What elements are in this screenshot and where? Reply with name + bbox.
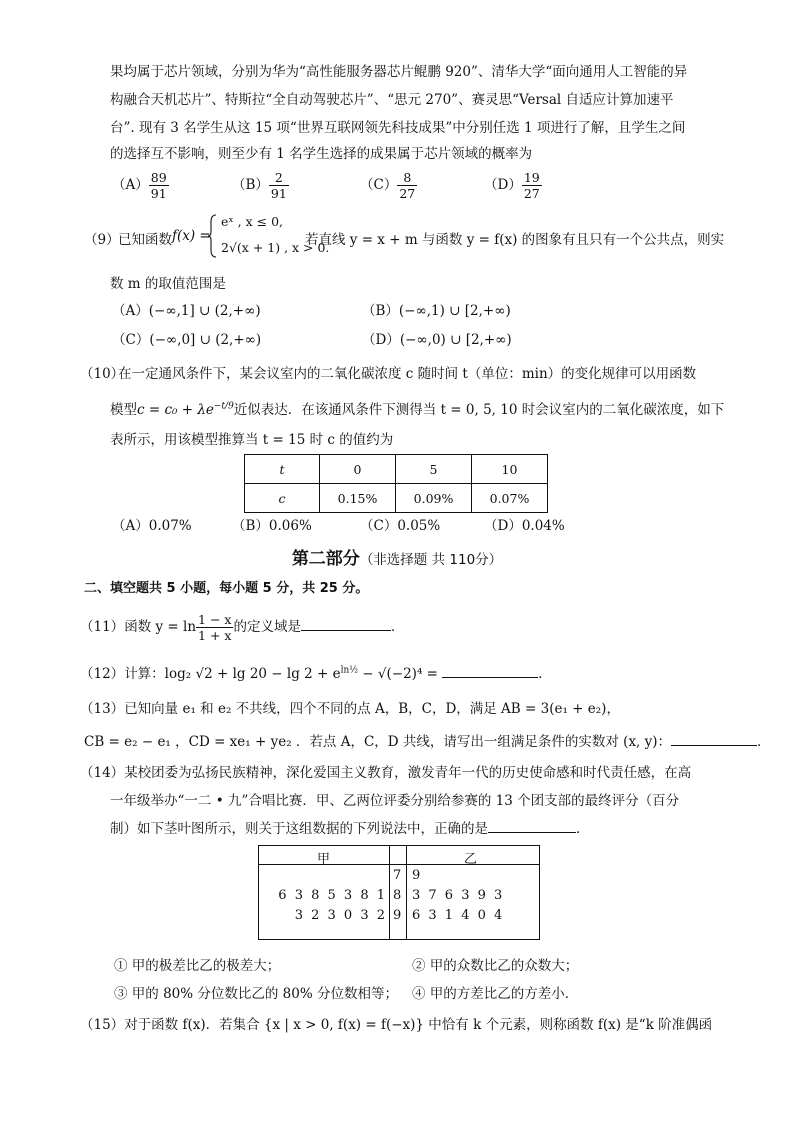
right-leaves: 3 7 6 3 9 3 bbox=[412, 888, 503, 903]
left-leaves: 3 2 3 0 3 2 bbox=[294, 908, 385, 923]
q9-number: （9） bbox=[84, 232, 120, 248]
q9-option-c: （C）(−∞,0] ∪ (2,+∞) bbox=[112, 332, 262, 348]
stem-header-yi: 乙 bbox=[464, 852, 478, 867]
q9-prefix: 已知函数 bbox=[118, 232, 172, 248]
q9-option-d: （D）(−∞,0) ∪ [2,+∞) bbox=[362, 332, 512, 348]
q14-line-2: 一年级举办“一二 • 九”合唱比赛．甲、乙两位评委分别给参赛的 13 个团支部的最终评分（百分 bbox=[110, 793, 680, 809]
q10-option-c: （C）0.05% bbox=[360, 518, 441, 534]
q9-function-name: f(x) = bbox=[172, 228, 211, 244]
q13-line-2: CB = e₂ − e₁ ，CD = xe₁ + ye₂ ．若点 A，C，D 共线，请写出一组满足条件的实数对 (x, y)： ． bbox=[84, 730, 771, 750]
q8-line-3: 台”. 现有 3 名学生从这 15 项“世界互联网领先科技成果”中分别任选 1 项进行了解，且学生之间 bbox=[110, 120, 686, 136]
q10-option-a: （A）0.07% bbox=[112, 518, 192, 534]
q8-option-a: （A） $\frac{89}{91}$ bbox=[112, 170, 167, 201]
q9-condition: 若直线 y = x + m 与函数 y = f(x) 的图象有且只有一个公共点，则实 bbox=[305, 232, 725, 248]
stem-divider-right bbox=[406, 846, 407, 939]
q14-answer-blank bbox=[488, 818, 576, 833]
part2-heading bbox=[0, 544, 794, 569]
part2-title: 第二部分 bbox=[291, 549, 360, 569]
q8-option-d: （D） $\frac{19}{27}$ bbox=[484, 170, 540, 201]
stem-leaf-plot bbox=[258, 845, 540, 940]
q9-case-2: 2√(x + 1) , x > 0. bbox=[221, 240, 330, 255]
q14-line-3: 制）如下茎叶图所示，则关于这组数据的下列说法中，正确的是 ． bbox=[110, 817, 590, 837]
stem-value: 8 bbox=[393, 888, 402, 903]
stem-value: 7 bbox=[393, 868, 402, 883]
q14-statement-1: ① 甲的极差比乙的极差大； bbox=[114, 958, 281, 974]
q14-line-1: （14）某校团委为弘扬民族精神，深化爱国主义教育，激发青年一代的历史使命感和时代责任感，在高 bbox=[80, 765, 692, 781]
table-row: c 0.15% 0.09% 0.07% bbox=[245, 484, 548, 513]
section-2-heading: 二、填空题共 5 小题，每小题 5 分，共 25 分。 bbox=[84, 581, 369, 596]
q9-brace bbox=[208, 214, 218, 258]
stem-header-jia: 甲 bbox=[317, 852, 331, 867]
q10-line-1: 在一定通风条件下，某会议室内的二氧化碳浓度 c 随时间 t（单位：min）的变化规律可以用函数 bbox=[118, 366, 697, 382]
q9-line-2: 数 m 的取值范围是 bbox=[110, 276, 226, 292]
q9-option-b: （B）(−∞,1) ∪ [2,+∞) bbox=[362, 303, 511, 319]
q10-number: （10） bbox=[80, 366, 125, 382]
q13-line-1: （13）已知向量 e₁ 和 e₂ 不共线，四个不同的点 A，B，C，D，满足 AB = 3(e₁ + e₂)， bbox=[80, 701, 620, 717]
q9-option-a: （A）(−∞,1] ∪ (2,+∞) bbox=[112, 303, 261, 319]
q11: （11）函数 y = ln $\frac{1 - x}{1 + x}$ 的定义域是 ． bbox=[80, 612, 405, 643]
q10-option-d: （D）0.04% bbox=[484, 518, 565, 534]
q12-answer-blank bbox=[442, 663, 538, 678]
q8-line-4: 的选择互不影响，则至少有 1 名学生选择的成果属于芯片领域的概率为 bbox=[110, 146, 533, 162]
q14-statement-2: ② 甲的众数比乙的众数大； bbox=[412, 958, 579, 974]
q8-line-2: 构融合天机芯片”、特斯拉“全自动驾驶芯片”、“思元 270”、赛灵思“Versal 自适应计算加速平 bbox=[110, 92, 674, 108]
q10-line-3: 表所示，用该模型推算当 t = 15 时 c 的值约为 bbox=[110, 432, 394, 448]
stem-divider-left bbox=[389, 846, 390, 939]
q14-statement-4: ④ 甲的方差比乙的方差小． bbox=[412, 986, 579, 1002]
q15-line-1: （15）对于函数 f(x)．若集合 {x | x > 0, f(x) = f(−x)} 中恰有 k 个元素，则称函数 f(x) 是“k 阶准偶函 bbox=[80, 1017, 713, 1033]
q9-case-1: eˣ , x ≤ 0, bbox=[221, 214, 284, 229]
part2-note: （非选择题 共 110分） bbox=[359, 552, 503, 568]
q10-data-table bbox=[244, 454, 548, 513]
left-leaves: 6 3 8 5 3 8 1 bbox=[278, 888, 385, 903]
q8-option-c: （C） $\frac{8}{27}$ bbox=[360, 170, 416, 201]
q13-answer-blank bbox=[671, 731, 757, 746]
q8-option-b: （B） $\frac{2}{91}$ bbox=[232, 170, 287, 201]
right-leaves: 6 3 1 4 0 4 bbox=[412, 908, 503, 923]
q11-answer-blank bbox=[301, 616, 391, 631]
q12: （12）计算：log₂ $√2 + \lg 20 - \lg 2 + e^{ln\frac{1}{2}} - √(-2)^4$ = ． bbox=[80, 662, 552, 682]
q14-statement-3: ③ 甲的 80% 分位数比乙的 80% 分位数相等； bbox=[114, 986, 398, 1002]
q8-line-1: 果均属于芯片领域，分别为华为“高性能服务器芯片鲲鹏 920”、清华大学“面向通用人工智能的异 bbox=[110, 64, 688, 80]
stem-value: 9 bbox=[393, 908, 402, 923]
q10-line-2: 模型$c = c_0 + \lambda e^{-t/9}$近似表达．在该通风条件下测得当 t = 0, 5, 10 时会议室内的二氧化碳浓度，如下 bbox=[110, 401, 725, 418]
right-leaves: 9 bbox=[412, 868, 421, 883]
q10-option-b: （B）0.06% bbox=[232, 518, 312, 534]
stem-leaf-header bbox=[259, 846, 539, 865]
table-row: t 0 5 10 bbox=[245, 455, 548, 484]
